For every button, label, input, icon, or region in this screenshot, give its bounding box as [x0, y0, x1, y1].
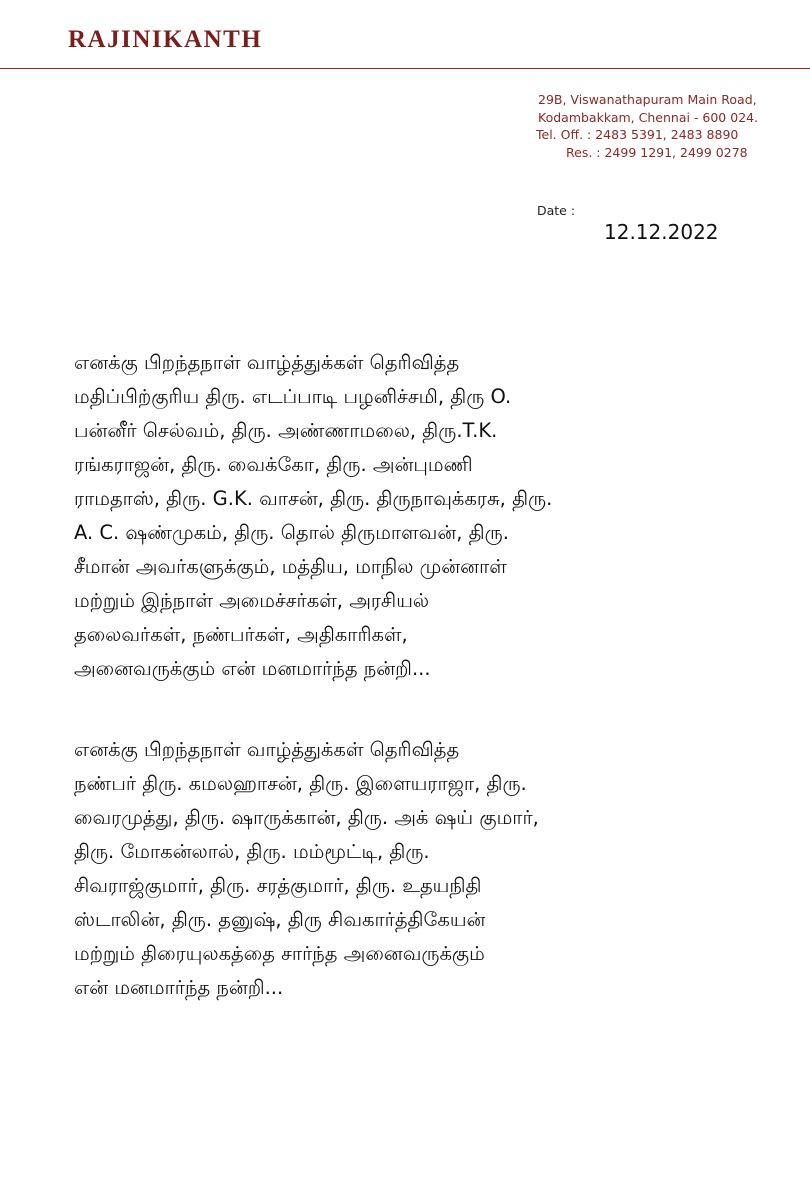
thanks-paragraph-political [74, 346, 774, 686]
paragraph-line: சீமான் அவர்களுக்கும், மத்திய, மாநில முன்னாள் [74, 555, 507, 578]
paragraph-line: நண்பர் திரு. கமலஹாசன், திரு. இளையராஜா, திரு. [74, 772, 527, 795]
paragraph-line: எனக்கு பிறந்தநாள் வாழ்த்துக்கள் தெரிவித்த [74, 351, 460, 374]
thanks-paragraph-film [74, 733, 774, 1005]
phone-office: Tel. Off. : 2483 5391, 2483 8890 [536, 127, 739, 142]
paragraph-line: என் மனமார்ந்த நன்றி... [74, 976, 284, 999]
paragraph-line: ராமதாஸ், திரு. G.K. வாசன், திரு. திருநாவுக்கரசு, திரு. [74, 487, 553, 510]
paragraph-line: தலைவர்கள், நண்பர்கள், அதிகாரிகள், [74, 623, 408, 646]
paragraph-line: அனைவருக்கும் என் மனமார்ந்த நன்றி... [74, 657, 431, 680]
paragraph-line: சிவராஜ்குமார், திரு. சரத்குமார், திரு. உதயநிதி [74, 874, 482, 897]
date-label: Date : [537, 203, 576, 218]
paragraph-line: ஸ்டாலின், திரு. தனுஷ், திரு சிவகார்த்திகேயன் [74, 908, 486, 931]
paragraph-line: எனக்கு பிறந்தநாள் வாழ்த்துக்கள் தெரிவித்த [74, 738, 460, 761]
paragraph-line: மற்றும் திரையுலகத்தை சார்ந்த அனைவருக்கும் [74, 942, 485, 965]
letterhead-address [536, 91, 786, 161]
letterhead-divider [0, 68, 810, 69]
address-line-2: Kodambakkam, Chennai - 600 024. [538, 109, 759, 125]
paragraph-line: ரங்கராஜன், திரு. வைக்கோ, திரு. அன்புமணி [74, 453, 473, 476]
letterhead-name: RAJINIKANTH [68, 26, 263, 53]
paragraph-line: மதிப்பிற்குரிய திரு. எடப்பாடி பழனிச்சமி, திரு O. [74, 385, 512, 408]
paragraph-line: பன்னீர் செல்வம், திரு. அண்ணாமலை, திரு.T.K. [74, 419, 498, 442]
address-line-1: 29B, Viswanathapuram Main Road, [538, 92, 757, 107]
date-value: 12.12.2022 [604, 220, 719, 244]
paragraph-line: வைரமுத்து, திரு. ஷாருக்கான், திரு. அக் ஷய் குமார், [74, 806, 539, 829]
phone-residence: Res. : 2499 1291, 2499 0278 [566, 144, 748, 160]
paragraph-line: திரு. மோகன்லால், திரு. மம்மூட்டி, திரு. [74, 840, 430, 863]
paragraph-line: மற்றும் இந்நாள் அமைச்சர்கள், அரசியல் [74, 589, 430, 612]
paragraph-line: A. C. ஷண்முகம், திரு. தொல் திருமாளவன், திரு. [74, 521, 509, 544]
